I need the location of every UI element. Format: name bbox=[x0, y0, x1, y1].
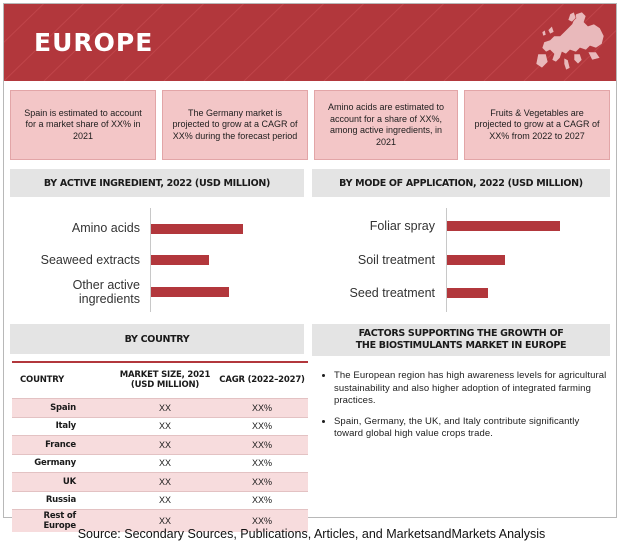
factors-list bbox=[316, 370, 611, 441]
header-cagr: CAGR (2022–2027) bbox=[219, 375, 305, 385]
cagr-cell: XX% bbox=[216, 491, 308, 510]
mode-bar-seed bbox=[447, 288, 488, 298]
market-size-cell: XX bbox=[114, 510, 216, 533]
cagr-cell: XX% bbox=[216, 454, 308, 473]
mode-bar-soil bbox=[447, 255, 505, 265]
highlight-card-amino: Amino acids are estimated to account for a share of XX%, among active ingredients, in 2021 bbox=[314, 90, 458, 160]
cagr-cell: XX% bbox=[216, 473, 308, 492]
infographic-frame bbox=[3, 3, 617, 531]
country-cell: UK bbox=[12, 473, 114, 492]
ingredient-bar-other bbox=[151, 287, 229, 297]
factor-point: • Spain, Germany, the UK, and Italy contribute significantly toward global high value crops trade. bbox=[334, 416, 611, 441]
cagr-cell: XX% bbox=[216, 399, 308, 418]
cagr-cell: XX% bbox=[216, 436, 308, 455]
factors-list-wrap bbox=[316, 370, 611, 449]
country-cell: France bbox=[12, 436, 114, 455]
mode-chart-title: BY MODE OF APPLICATION, 2022 (USD MILLION) bbox=[312, 169, 610, 197]
highlight-cards bbox=[10, 90, 610, 160]
mode-label-seed: Seed treatment bbox=[349, 286, 435, 300]
market-size-cell: XX bbox=[114, 399, 216, 418]
cagr-cell: XX% bbox=[216, 417, 308, 436]
factors-title-line1: FACTORS SUPPORTING THE GROWTH OF bbox=[358, 328, 564, 339]
country-cell: Spain bbox=[12, 399, 114, 418]
market-size-cell: XX bbox=[114, 491, 216, 510]
header-market-size: MARKET SIZE, 2021 (USD MILLION) bbox=[119, 370, 211, 390]
highlight-card-spain: Spain is estimated to account for a market share of XX% in 2021 bbox=[10, 90, 156, 160]
mode-bar-foliar bbox=[447, 221, 560, 231]
factor-point: • The European region has high awareness levels for agricultural sustainability and also higher adoption of integrated farming practices. bbox=[334, 370, 611, 408]
table-row bbox=[12, 436, 308, 455]
ingredient-chart-title: BY ACTIVE INGREDIENT, 2022 (USD MILLION) bbox=[10, 169, 304, 197]
mode-label-foliar: Foliar spray bbox=[369, 219, 435, 233]
factors-title bbox=[312, 324, 610, 356]
cagr-cell: XX% bbox=[216, 510, 308, 533]
ingredient-label-other: Other active ingredients bbox=[72, 278, 140, 306]
ingredient-label-amino: Amino acids bbox=[71, 221, 140, 235]
market-size-cell: XX bbox=[114, 417, 216, 436]
mode-label-soil: Soil treatment bbox=[357, 253, 435, 267]
table-row bbox=[12, 454, 308, 473]
table-row bbox=[12, 473, 308, 492]
table-row bbox=[12, 399, 308, 418]
factors-title-line2: THE BIOSTIMULANTS MARKET IN EUROPE bbox=[355, 340, 567, 351]
table-row bbox=[12, 417, 308, 436]
country-cell: Germany bbox=[12, 454, 114, 473]
table-row bbox=[12, 491, 308, 510]
country-cell: Russia bbox=[12, 491, 114, 510]
ingredient-bar-amino bbox=[151, 224, 243, 234]
country-cell: Italy bbox=[12, 417, 114, 436]
country-cell: Rest of Europe bbox=[12, 510, 114, 533]
market-size-cell: XX bbox=[114, 454, 216, 473]
europe-map-icon bbox=[530, 10, 610, 74]
source-note: Source: Secondary Sources, Publications, Articles, and MarketsandMarkets Analysis bbox=[77, 527, 546, 541]
ingredient-label-seaweed: Seaweed extracts bbox=[40, 253, 140, 267]
header-country: COUNTRY bbox=[20, 375, 65, 385]
region-title: EUROPE bbox=[34, 28, 154, 57]
country-table bbox=[12, 362, 308, 532]
market-size-cell: XX bbox=[114, 473, 216, 492]
highlight-card-fruits: Fruits & Vegetables are projected to grow at a CAGR of XX% from 2022 to 2027 bbox=[464, 90, 610, 160]
country-table-header-row bbox=[12, 362, 308, 399]
ingredient-bar-seaweed bbox=[151, 255, 209, 265]
highlight-card-germany: The Germany market is projected to grow at a CAGR of XX% during the forecast period bbox=[162, 90, 308, 160]
country-table-title: BY COUNTRY bbox=[10, 324, 304, 354]
market-size-cell: XX bbox=[114, 436, 216, 455]
region-banner bbox=[4, 4, 616, 81]
